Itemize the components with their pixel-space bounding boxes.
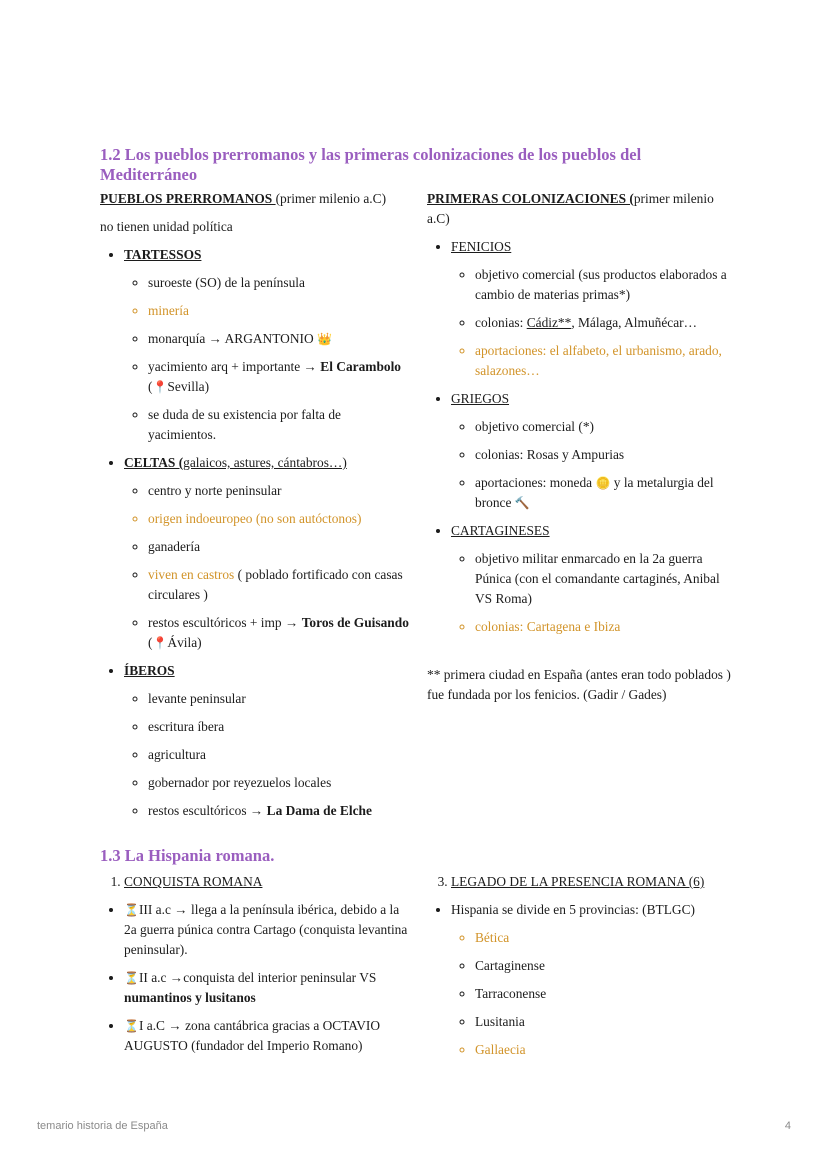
list-item: ◦ escritura íbera bbox=[148, 717, 410, 737]
pueblos-list bbox=[100, 245, 410, 821]
celtas-sublist bbox=[124, 481, 410, 653]
list-item: ◦ objetivo comercial (*) bbox=[475, 417, 735, 437]
list-item: ◦ centro y norte peninsular bbox=[148, 481, 410, 501]
list-item: ◦ gobernador por reyezuelos locales bbox=[148, 773, 410, 793]
list-item: ◦ Gallaecia bbox=[475, 1040, 735, 1060]
legado-list bbox=[427, 900, 735, 1060]
list-item-celtas: • CELTAS (galaicos, astures, cántabros…) ◦ centro y norte peninsular ◦ origen indoeuropeo (no son autóctonos) ◦ ganadería ◦ viven en castros ( poblado fortificado con casas circulares ) ◦ restos escultóricos + imp → Toros de Guisando (📍Ávila) bbox=[124, 453, 410, 653]
list-item: ◦ colonias: Rosas y Ampurias bbox=[475, 445, 735, 465]
list-item-conquista: 1. CONQUISTA ROMANA bbox=[124, 872, 410, 892]
legado-numbered-list bbox=[427, 872, 735, 892]
colonizadores-list bbox=[427, 237, 735, 637]
conquista-column bbox=[100, 872, 410, 1064]
list-item: ◦ se duda de su existencia por falta de yacimientos. bbox=[148, 405, 410, 445]
tartessos-sublist bbox=[124, 273, 410, 445]
list-item: ◦ agricultura bbox=[148, 745, 410, 765]
conquista-list bbox=[100, 900, 410, 1056]
hourglass-icon: ⏳ bbox=[124, 903, 139, 917]
list-item-tartessos: • TARTESSOS ◦ suroeste (SO) de la península ◦ minería ◦ monarquía → ARGANTONIO 👑 ◦ yacimiento arq + importante → El Carambolo (📍Sevilla) ◦ se duda de su existencia por falta de yacimientos. bbox=[124, 245, 410, 445]
list-item: • ⏳II a.c →conquista del interior peninsular VS numantinos y lusitanos bbox=[124, 968, 410, 1008]
pin-icon: 📍 bbox=[152, 380, 168, 394]
list-item: ◦ monarquía → ARGANTONIO 👑 bbox=[148, 329, 410, 349]
list-item: ◦ suroeste (SO) de la península bbox=[148, 273, 410, 293]
iberos-sublist bbox=[124, 689, 410, 821]
footer-title: temario historia de España bbox=[37, 1120, 168, 1132]
hourglass-icon: ⏳ bbox=[124, 971, 139, 985]
cartagineses-sublist bbox=[451, 549, 735, 637]
prerromanos-header: PUEBLOS PRERROMANOS (primer milenio a.C) bbox=[100, 191, 387, 206]
list-item: ◦ levante peninsular bbox=[148, 689, 410, 709]
list-item: • Hispania se divide en 5 provincias: (BTLGC) ◦ Bética ◦ Cartaginense ◦ Tarraconense ◦ Lusitania ◦ Gallaecia bbox=[451, 900, 735, 1060]
colonizaciones-header: PRIMERAS COLONIZACIONES (primer milenio a.C) bbox=[427, 191, 714, 226]
list-item: ◦ origen indoeuropeo (no son autóctonos) bbox=[148, 509, 410, 529]
list-item-cartagineses: • CARTAGINESES ◦ objetivo militar enmarcado en la 2a guerra Púnica (con el comandante cartaginés, Anibal VS Roma) ◦ colonias: Cartagena e Ibiza bbox=[451, 521, 735, 637]
list-item: • ⏳I a.C → zona cantábrica gracias a OCTAVIO AUGUSTO (fundador del Imperio Romano) bbox=[124, 1016, 410, 1056]
list-item: ◦ aportaciones: moneda 🪙 y la metalurgia del bronce 🔨 bbox=[475, 473, 735, 513]
list-item: ◦ restos escultóricos → La Dama de Elche bbox=[148, 801, 410, 821]
list-item: ◦ Tarraconense bbox=[475, 984, 735, 1004]
list-item: ◦ viven en castros ( poblado fortificado con casas circulares ) bbox=[148, 565, 410, 605]
prerromanos-intro: no tienen unidad política bbox=[100, 219, 233, 234]
page-footer bbox=[37, 1116, 791, 1136]
hourglass-icon: ⏳ bbox=[124, 1019, 139, 1033]
list-item-griegos: • GRIEGOS ◦ objetivo comercial (*) ◦ colonias: Rosas y Ampurias ◦ aportaciones: moneda 🪙 y la metalurgia del bronce 🔨 bbox=[451, 389, 735, 513]
conquista-numbered-list bbox=[100, 872, 410, 892]
list-item: ◦ colonias: Cádiz**, Málaga, Almuñécar… bbox=[475, 313, 735, 333]
list-item: ◦ restos escultóricos + imp → Toros de Guisando (📍Ávila) bbox=[148, 613, 410, 653]
list-item: • ⏳III a.c → llega a la península ibérica, debido a la 2a guerra púnica contra Cartago (conquista levantina peninsular). bbox=[124, 900, 410, 960]
griegos-sublist bbox=[451, 417, 735, 513]
prerromanos-column bbox=[100, 189, 410, 829]
list-item-iberos: • ÍBEROS ◦ levante peninsular ◦ escritura íbera ◦ agricultura ◦ gobernador por reyezuelos locales ◦ restos escultóricos → La Dama de Elche bbox=[124, 661, 410, 821]
provincias-sublist bbox=[451, 928, 735, 1060]
colonizaciones-column bbox=[427, 189, 735, 713]
footnote-cadiz: ** primera ciudad en España (antes eran todo poblados ) fue fundada por los fenicios. (Gadir / Gades) bbox=[427, 667, 731, 702]
section-heading-1-3: 1.3 La Hispania romana. bbox=[100, 846, 275, 865]
page-number: 4 bbox=[784, 1120, 791, 1132]
list-item: ◦ objetivo militar enmarcado en la 2a guerra Púnica (con el comandante cartaginés, Anibal VS Roma) bbox=[475, 549, 735, 609]
list-item: ◦ aportaciones: el alfabeto, el urbanismo, arado, salazones… bbox=[475, 341, 735, 381]
list-item-fenicios: • FENICIOS ◦ objetivo comercial (sus productos elaborados a cambio de materias primas*) ◦ colonias: Cádiz**, Málaga, Almuñécar… ◦ aportaciones: el alfabeto, el urbanismo, arado, salazones… bbox=[451, 237, 735, 381]
list-item: ◦ yacimiento arq + importante → El Carambolo (📍Sevilla) bbox=[148, 357, 410, 397]
list-item: ◦ objetivo comercial (sus productos elaborados a cambio de materias primas*) bbox=[475, 265, 735, 305]
crown-icon: 👑 bbox=[316, 332, 332, 346]
pin-icon: 📍 bbox=[152, 636, 168, 650]
fenicios-sublist bbox=[451, 265, 735, 381]
list-item: ◦ colonias: Cartagena e Ibiza bbox=[475, 617, 735, 637]
list-item: ◦ minería bbox=[148, 301, 410, 321]
coin-icon: 🪙 bbox=[595, 476, 611, 490]
list-item: ◦ Lusitania bbox=[475, 1012, 735, 1032]
legado-column bbox=[427, 872, 735, 1068]
list-item-legado: 3. LEGADO DE LA PRESENCIA ROMANA (6) bbox=[451, 872, 735, 892]
list-item: ◦ Cartaginense bbox=[475, 956, 735, 976]
list-item: ◦ Bética bbox=[475, 928, 735, 948]
section-heading-1-2: 1.2 Los pueblos prerromanos y las primeras colonizaciones de los pueblos del Mediterráneo bbox=[100, 145, 642, 184]
hammer-icon: 🔨 bbox=[514, 496, 530, 510]
list-item: ◦ ganadería bbox=[148, 537, 410, 557]
